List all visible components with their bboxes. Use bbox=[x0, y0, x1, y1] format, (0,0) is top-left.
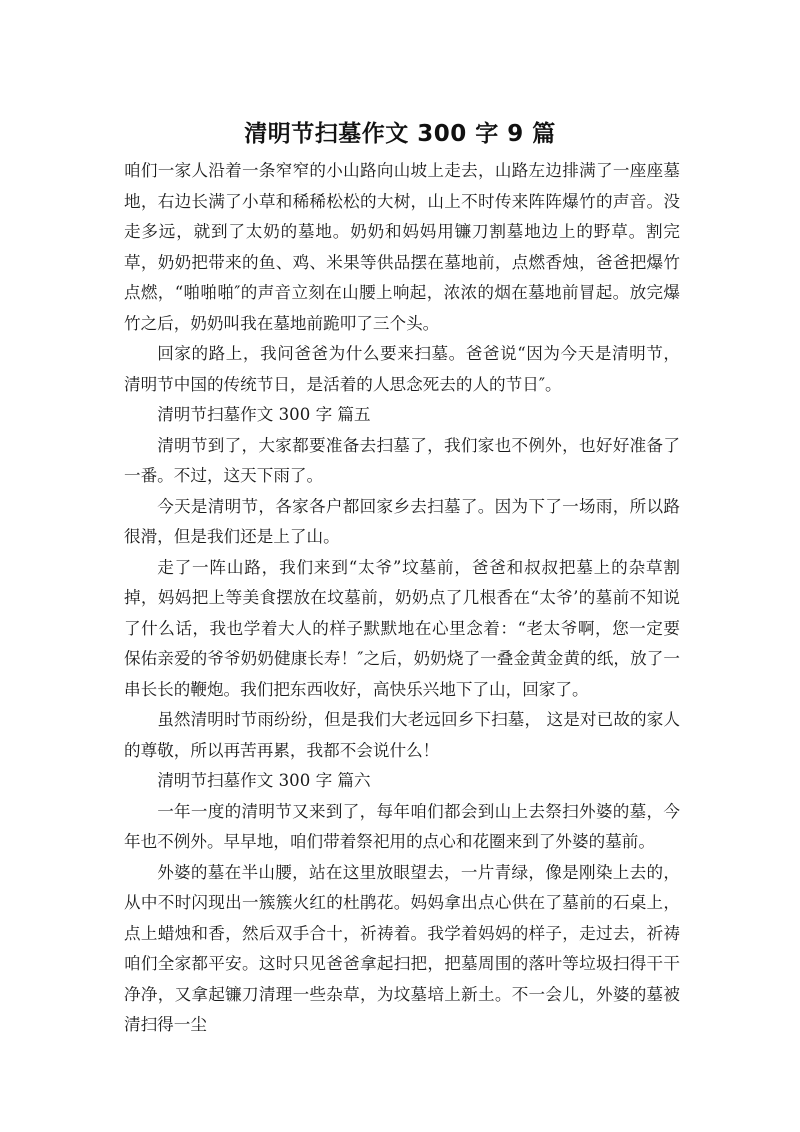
section-heading-6: 清明节扫墓作文 300 字 篇六 bbox=[157, 771, 371, 790]
paragraph-2: 回家的路上，我问爸爸为什么要来扫墓。爸爸说“因为今天是清明节，清明节中国的传统节日，是活着的人思念死去的人的节日″。 bbox=[124, 344, 680, 394]
paragraph-1: 咱们一家人沿着一条窄窄的小山路向山坡上走去，山路左边排满了一座座墓地，右边长满了小草和稀稀松松的大树，山上不时传来阵阵爆竹的声音。没走多远，就到了太奶的墓地。奶奶和妈妈用镰刀割墓地边上的野草。割完草，奶奶把带来的鱼、鸡、米果等供品摆在墓地前，点燃香烛，爸爸把爆竹点燃，“啪啪啪″的声音立刻在山腰上响起，浓浓的烟在墓地前冒起。放完爆竹之后，奶奶叫我在墓地前跪叩了三个头。 bbox=[124, 161, 680, 333]
paragraph-4: 今天是清明节，各家各户都回家乡去扫墓了。因为下了一场雨，所以路很滑，但是我们还是上了山。 bbox=[124, 496, 680, 546]
paragraph-6: 虽然清明时节雨纷纷，但是我们大老远回乡下扫墓， 这是对已故的家人的尊敬，所以再苦再累，我都不会说什么！ bbox=[124, 710, 680, 760]
paragraph-3: 清明节到了，大家都要准备去扫墓了，我们家也不例外，也好好准备了一番。不过，这天下雨了。 bbox=[124, 435, 680, 485]
paragraph-5: 走了一阵山路，我们来到“太爷”坟墓前，爸爸和叔叔把墓上的杂草割掉，妈妈把上等美食摆放在坟墓前，奶奶点了几根香在“太爷’的墓前不知说了什么话，我也学着大人的样子默默地在心里念着：“老太爷啊，您一定要保佑亲爱的爷爷奶奶健康长寿！″之后，奶奶烧了一叠金黄金黄的纸，放了一串长长的鞭炮。我们把东西收好，高快乐兴地下了山，回家了。 bbox=[124, 557, 680, 699]
paragraph-7: 一年一度的清明节又来到了，每年咱们都会到山上去祭扫外婆的墓，今年也不例外。早早地，咱们带着祭祀用的点心和花圈来到了外婆的墓前。 bbox=[124, 801, 680, 851]
document-body bbox=[124, 156, 680, 1041]
paragraph-8: 外婆的墓在半山腰，站在这里放眼望去，一片青绿，像是刚染上去的，从中不时闪现出一簇簇火红的杜鹃花。妈妈拿出点心供在了墓前的石桌上，点上蜡烛和香，然后双手合十，祈祷着。我学着妈妈的样子，走过去，祈祷咱们全家都平安。这时只见爸爸拿起扫把，把墓周围的落叶等垃圾扫得干干净净，又拿起镰刀清理一些杂草，为坟墓培上新土。不一会儿，外婆的墓被清扫得一尘 bbox=[124, 862, 680, 1034]
section-heading-5: 清明节扫墓作文 300 字 篇五 bbox=[157, 405, 371, 424]
document-title: 清明节扫墓作文 300 字 9 篇 bbox=[244, 121, 556, 147]
